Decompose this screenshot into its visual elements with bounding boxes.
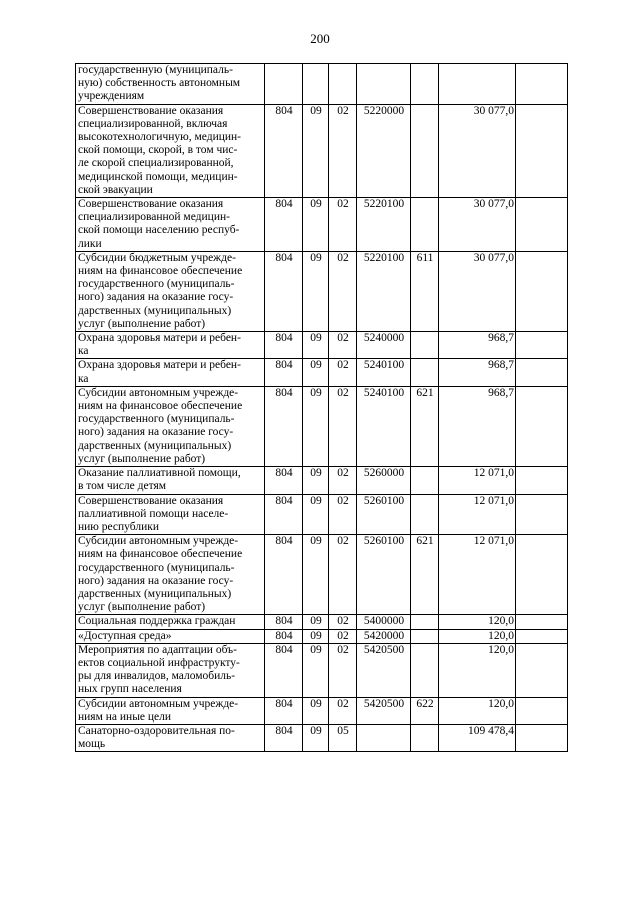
- target-article-cell: [357, 724, 411, 751]
- subsection-code-cell: [329, 64, 357, 105]
- section-code-cell: 09: [303, 535, 329, 615]
- expense-type-cell: [411, 64, 439, 105]
- amount-cell: 12 071,0: [439, 535, 516, 615]
- ministry-code-cell: 804: [265, 697, 303, 724]
- expense-type-cell: [411, 724, 439, 751]
- amount-cell: 30 077,0: [439, 251, 516, 331]
- target-article-cell: 5220100: [357, 251, 411, 331]
- target-article-cell: 5420500: [357, 643, 411, 697]
- expense-type-cell: 621: [411, 535, 439, 615]
- row-name-cell: Субсидии автономным учрежде- ниям на финансовое обеспечение государственного (муниципаль- ного) задания на оказание госу- дарственных (муниципальных) услуг (выполнение работ): [76, 386, 265, 466]
- section-code-cell: 09: [303, 104, 329, 197]
- ministry-code-cell: 804: [265, 332, 303, 359]
- ministry-code-cell: 804: [265, 615, 303, 629]
- row-name-cell: Субсидии автономным учрежде- ниям на финансовое обеспечение государственного (муниципаль- ного) задания на оказание госу- дарственных (муниципальных) услуг (выполнение работ): [76, 535, 265, 615]
- section-code-cell: 09: [303, 198, 329, 252]
- target-article-cell: 5220100: [357, 198, 411, 252]
- ministry-code-cell: 804: [265, 251, 303, 331]
- expense-type-cell: 611: [411, 251, 439, 331]
- target-article-cell: 5420000: [357, 629, 411, 643]
- table-row: [76, 359, 568, 386]
- section-code-cell: 09: [303, 494, 329, 535]
- amount-cell: 968,7: [439, 386, 516, 466]
- page-number: 200: [310, 31, 330, 46]
- subsection-code-cell: 02: [329, 467, 357, 494]
- empty-cell: [516, 198, 568, 252]
- table-row: [76, 697, 568, 724]
- section-code-cell: 09: [303, 467, 329, 494]
- table-row: [76, 251, 568, 331]
- empty-cell: [516, 629, 568, 643]
- expense-type-cell: [411, 615, 439, 629]
- subsection-code-cell: 02: [329, 251, 357, 331]
- section-code-cell: 09: [303, 615, 329, 629]
- row-name-cell: Совершенствование оказания паллиативной помощи населе- нию республики: [76, 494, 265, 535]
- table-row: [76, 198, 568, 252]
- subsection-code-cell: 02: [329, 359, 357, 386]
- section-code-cell: 09: [303, 251, 329, 331]
- amount-cell: 30 077,0: [439, 198, 516, 252]
- expense-type-cell: [411, 104, 439, 197]
- amount-cell: 120,0: [439, 643, 516, 697]
- table-row: [76, 643, 568, 697]
- expense-type-cell: [411, 332, 439, 359]
- row-name-cell: Охрана здоровья матери и ребен- ка: [76, 359, 265, 386]
- subsection-code-cell: 02: [329, 198, 357, 252]
- row-name-cell: Субсидии бюджетным учрежде- ниям на финансовое обеспечение государственного (муниципаль- ного) задания на оказание госу- дарственных (муниципальных) услуг (выполнение работ): [76, 251, 265, 331]
- row-name-cell: Субсидии автономным учрежде- ниям на иные цели: [76, 697, 265, 724]
- empty-cell: [516, 643, 568, 697]
- subsection-code-cell: 02: [329, 104, 357, 197]
- section-code-cell: 09: [303, 629, 329, 643]
- row-name-cell: Санаторно-оздоровительная по- мощь: [76, 724, 265, 751]
- ministry-code-cell: 804: [265, 104, 303, 197]
- row-name-cell: Оказание паллиативной помощи, в том числе детям: [76, 467, 265, 494]
- empty-cell: [516, 615, 568, 629]
- row-name-cell: Охрана здоровья матери и ребен- ка: [76, 332, 265, 359]
- row-name-cell: Социальная поддержка граждан: [76, 615, 265, 629]
- amount-cell: 968,7: [439, 359, 516, 386]
- subsection-code-cell: 02: [329, 386, 357, 466]
- subsection-code-cell: 02: [329, 332, 357, 359]
- empty-cell: [516, 104, 568, 197]
- section-code-cell: 09: [303, 359, 329, 386]
- expense-type-cell: [411, 494, 439, 535]
- table-row: [76, 724, 568, 751]
- expense-type-cell: [411, 198, 439, 252]
- ministry-code-cell: 804: [265, 359, 303, 386]
- ministry-code-cell: 804: [265, 386, 303, 466]
- table-row: [76, 64, 568, 105]
- table-row: [76, 386, 568, 466]
- amount-cell: 120,0: [439, 697, 516, 724]
- subsection-code-cell: 02: [329, 494, 357, 535]
- amount-cell: [439, 64, 516, 105]
- expense-type-cell: [411, 467, 439, 494]
- budget-table-body: [76, 64, 568, 752]
- amount-cell: 30 077,0: [439, 104, 516, 197]
- expense-type-cell: [411, 643, 439, 697]
- target-article-cell: 5260100: [357, 535, 411, 615]
- row-name-cell: Совершенствование оказания специализированной, включая высокотехнологичную, медицин- ской помощи, скорой, в том чис- ле скорой специализированной, медицинской помощи, медицин- ской эвакуации: [76, 104, 265, 197]
- amount-cell: 120,0: [439, 615, 516, 629]
- amount-cell: 12 071,0: [439, 494, 516, 535]
- ministry-code-cell: 804: [265, 535, 303, 615]
- empty-cell: [516, 467, 568, 494]
- ministry-code-cell: 804: [265, 629, 303, 643]
- amount-cell: 12 071,0: [439, 467, 516, 494]
- ministry-code-cell: 804: [265, 724, 303, 751]
- table-row: [76, 615, 568, 629]
- expense-type-cell: [411, 359, 439, 386]
- ministry-code-cell: 804: [265, 198, 303, 252]
- empty-cell: [516, 251, 568, 331]
- subsection-code-cell: 05: [329, 724, 357, 751]
- section-code-cell: 09: [303, 724, 329, 751]
- empty-cell: [516, 332, 568, 359]
- target-article-cell: 5240100: [357, 386, 411, 466]
- amount-cell: 120,0: [439, 629, 516, 643]
- table-row: [76, 332, 568, 359]
- budget-table: [75, 63, 568, 752]
- empty-cell: [516, 724, 568, 751]
- expense-type-cell: 621: [411, 386, 439, 466]
- target-article-cell: 5240000: [357, 332, 411, 359]
- row-name-cell: Совершенствование оказания специализированной медицин- ской помощи населению респуб- лики: [76, 198, 265, 252]
- subsection-code-cell: 02: [329, 615, 357, 629]
- subsection-code-cell: 02: [329, 643, 357, 697]
- row-name-cell: «Доступная среда»: [76, 629, 265, 643]
- target-article-cell: 5400000: [357, 615, 411, 629]
- table-row: [76, 629, 568, 643]
- empty-cell: [516, 494, 568, 535]
- empty-cell: [516, 697, 568, 724]
- target-article-cell: [357, 64, 411, 105]
- empty-cell: [516, 64, 568, 105]
- subsection-code-cell: 02: [329, 697, 357, 724]
- empty-cell: [516, 535, 568, 615]
- table-row: [76, 494, 568, 535]
- ministry-code-cell: 804: [265, 467, 303, 494]
- table-row: [76, 104, 568, 197]
- target-article-cell: 5420500: [357, 697, 411, 724]
- empty-cell: [516, 359, 568, 386]
- amount-cell: 968,7: [439, 332, 516, 359]
- table-row: [76, 467, 568, 494]
- target-article-cell: 5260000: [357, 467, 411, 494]
- subsection-code-cell: 02: [329, 629, 357, 643]
- section-code-cell: 09: [303, 386, 329, 466]
- amount-cell: 109 478,4: [439, 724, 516, 751]
- ministry-code-cell: 804: [265, 494, 303, 535]
- empty-cell: [516, 386, 568, 466]
- target-article-cell: 5240100: [357, 359, 411, 386]
- expense-type-cell: 622: [411, 697, 439, 724]
- row-name-cell: государственную (муниципаль- ную) собственность автономным учреждениям: [76, 64, 265, 105]
- section-code-cell: 09: [303, 332, 329, 359]
- table-row: [76, 535, 568, 615]
- subsection-code-cell: 02: [329, 535, 357, 615]
- row-name-cell: Мероприятия по адаптации объ- ектов социальной инфраструкту- ры для инвалидов, маломобиль- ных групп населения: [76, 643, 265, 697]
- section-code-cell: [303, 64, 329, 105]
- section-code-cell: 09: [303, 697, 329, 724]
- expense-type-cell: [411, 629, 439, 643]
- ministry-code-cell: 804: [265, 643, 303, 697]
- ministry-code-cell: [265, 64, 303, 105]
- target-article-cell: 5220000: [357, 104, 411, 197]
- target-article-cell: 5260100: [357, 494, 411, 535]
- section-code-cell: 09: [303, 643, 329, 697]
